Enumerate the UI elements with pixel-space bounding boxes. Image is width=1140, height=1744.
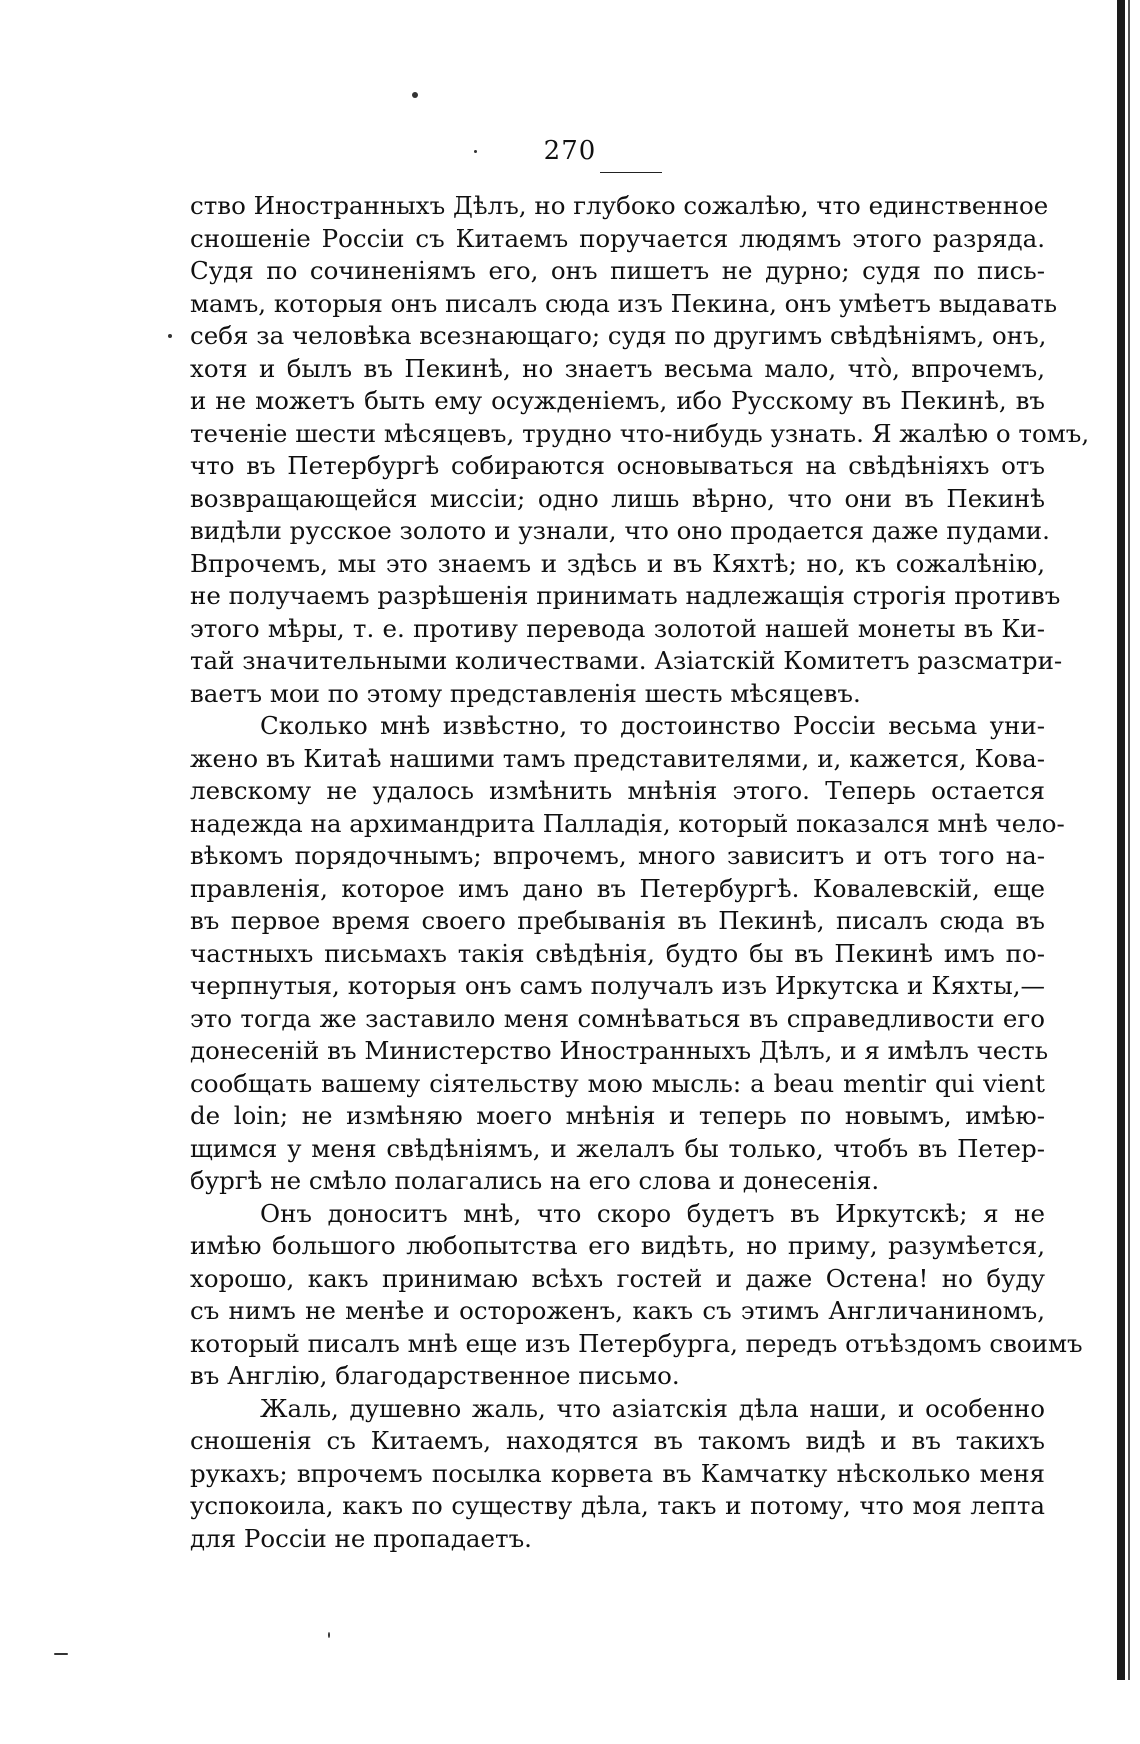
text-line: сообщать вашему сіятельству мою мысль: a beau mentir qui vient — [190, 1068, 1045, 1098]
page-body-text — [190, 190, 1090, 1555]
text-line: щимся у меня свѣдѣніямъ, и желалъ бы только, чтобъ въ Петер- — [190, 1133, 1045, 1163]
text-line-paragraph-start: Жаль, душевно жаль, что азіатскія дѣла наши, и особенно — [260, 1393, 1045, 1423]
text-line: въ первое время своего пребыванія въ Пекинѣ, писалъ сюда въ — [190, 906, 1045, 935]
text-line-paragraph-start: Онъ доноситъ мнѣ, что скоро будетъ въ Иркутскѣ; я не — [260, 1198, 1045, 1228]
text-line: возвращающейся миссіи; одно лишь вѣрно, что они въ Пекинѣ — [190, 483, 1045, 513]
page-edge-line — [1128, 0, 1130, 1680]
text-line: черпнутыя, которыя онъ самъ получалъ изъ Иркутска и Кяхты,— — [190, 971, 1045, 1000]
text-line-paragraph-start: Сколько мнѣ извѣстно, то достоинство Россіи весьма уни- — [260, 711, 1045, 740]
ink-speck — [328, 1632, 330, 1638]
text-line: надежда на архимандрита Палладія, который показался мнѣ чело- — [190, 808, 1065, 838]
text-line: тай значительными количествами. Азіатскій Комитетъ разсматри- — [190, 646, 1063, 675]
page-edge-shadow — [1117, 0, 1125, 1680]
text-line: мамъ, которыя онъ писалъ сюда изъ Пекина, онъ умѣетъ выдавать — [190, 288, 1058, 318]
text-line: донесеній въ Министерство Иностранныхъ Дѣлъ, и я имѣлъ честь — [190, 1036, 1049, 1065]
text-line: себя за человѣка всезнающаго; судя по другимъ свѣдѣніямъ, онъ, — [190, 321, 1047, 350]
text-line: Впрочемъ, мы это знаемъ и здѣсь и въ Кяхтѣ; но, къ сожалѣнію, — [190, 548, 1045, 578]
text-line: вѣкомъ порядочнымъ; впрочемъ, много зависитъ и отъ того на- — [190, 841, 1045, 870]
text-line: рукахъ; впрочемъ посылка корвета въ Камчатку нѣсколько меня — [190, 1458, 1045, 1488]
ink-speck — [412, 92, 418, 98]
text-line: видѣли русское золото и узнали, что оно продается даже пудами. — [190, 516, 1050, 545]
text-line: что въ Петербургѣ собираются основываться на свѣдѣніяхъ отъ — [190, 451, 1045, 480]
text-line: частныхъ письмахъ такія свѣдѣнія, будто бы въ Пекинѣ имъ по- — [190, 938, 1045, 968]
ink-speck — [168, 334, 172, 338]
text-line-paragraph-end: въ Англію, благодарственное письмо. — [190, 1361, 680, 1390]
text-line: имѣю большого любопытства его видѣть, но приму, разумѣется, — [190, 1231, 1045, 1260]
text-line: теченіе шести мѣсяцевъ, трудно что-нибудь узнать. Я жалѣю о томъ, — [190, 418, 1090, 448]
text-line: жено въ Китаѣ нашими тамъ представителями, и, кажется, Кова- — [190, 743, 1045, 773]
text-line: хорошо, какъ принимаю всѣхъ гостей и даже Остена! но буду — [190, 1263, 1045, 1293]
text-line: и не можетъ быть ему осужденіемъ, ибо Русскому въ Пекинѣ, въ — [190, 386, 1045, 415]
text-line: сношеніе Россіи съ Китаемъ поручается людямъ этого разряда. — [190, 223, 1045, 253]
text-line: ство Иностранныхъ Дѣлъ, но глубоко сожалѣю, что единственное — [190, 191, 1049, 220]
text-line: это тогда же заставило меня сомнѣваться въ справедливости его — [190, 1003, 1045, 1033]
text-line-paragraph-end: бургѣ не смѣло полагались на его слова и донесенія. — [190, 1166, 880, 1195]
text-line-paragraph-end: ваетъ мои по этому представленія шесть мѣсяцевъ. — [190, 678, 861, 708]
text-line: не получаемъ разрѣшенія принимать надлежащія строгія противъ — [190, 581, 1061, 610]
text-line: хотя и былъ въ Пекинѣ, но знаетъ весьма мало, что̀, впрочемъ, — [190, 353, 1045, 383]
text-line: правленія, которое имъ дано въ Петербургѣ. Ковалевскій, еще — [190, 873, 1045, 903]
text-line: сношенія съ Китаемъ, находятся въ такомъ видѣ и въ такихъ — [190, 1426, 1045, 1455]
page-number-rule — [600, 172, 662, 173]
text-line: успокоила, какъ по существу дѣла, такъ и потому, что моя лепта — [190, 1491, 1045, 1520]
text-line: этого мѣры, т. е. противу перевода золотой нашей монеты въ Ки- — [190, 613, 1045, 643]
text-line: левскому не удалось измѣнить мнѣнія этого. Теперь остается — [190, 776, 1045, 805]
text-line: который писалъ мнѣ еще изъ Петербурга, передъ отъѣздомъ своимъ — [190, 1328, 1083, 1358]
text-line: de loin; не измѣняю моего мнѣнія и теперь по новымъ, имѣю- — [190, 1101, 1045, 1130]
ink-speck — [54, 1653, 68, 1655]
text-line-paragraph-end: для Россіи не пропадаетъ. — [190, 1523, 532, 1553]
page-number: 270 — [543, 136, 597, 166]
text-line: Судя по сочиненіямъ его, онъ пишетъ не дурно; судя по пись- — [190, 256, 1045, 285]
text-line: съ нимъ не менѣе и остороженъ, какъ съ этимъ Англичаниномъ, — [190, 1296, 1045, 1325]
